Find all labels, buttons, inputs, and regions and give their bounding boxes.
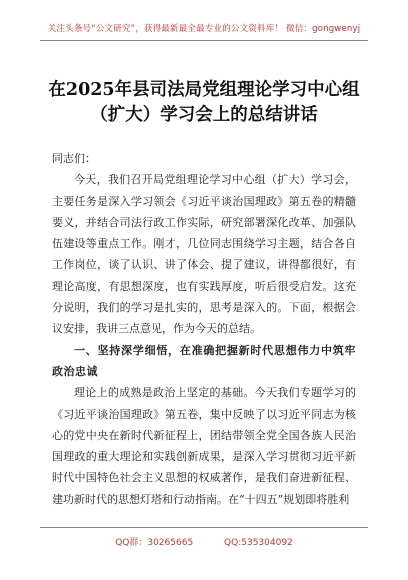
footer-divider <box>40 527 368 528</box>
title-line-1: 在2025年县司法局党组理论学习中心组 <box>48 80 360 100</box>
footer-qq: QQ:535304092 <box>224 538 293 548</box>
title-line-2: （扩大）学习会上的总结讲话 <box>90 105 318 125</box>
header-promo-note: 关注头条号“公文研究”，获得最新最全最专业的公文资料库！ 微信：gongwenyj <box>47 24 361 34</box>
footer-qq-group: QQ群：30265665 <box>115 538 194 548</box>
paragraph-intro: 今天，我们召开局党组理论学习中心组（扩大）学习会，主要任务是深入学习领会《习近平谈治国理政》第五卷的精髓要义，并结合司法行政工作实际，研究部署深化改革、加强队伍建设等重点工作。刚才，几位同志围绕学习主题，结合各自工作岗位，谈了认识、讲了体会、提了建议，讲得都很好，有理论高度，有思想深度，也有实践厚度，听后很受启发。这充分说明，我们的学习是扎实的，思考是深入的。下面，根据会议安排，我讲三点意见，作为今天的总结。 <box>52 173 356 336</box>
paragraph-section-1: 理论上的成熟是政治上坚定的基础。今天我们专题学习的《习近平谈治国理政》第五卷，集中反映了以习近平同志为核心的党中央在新时代新征程上，团结带领全党全国各族人民治国理政的重大理论和实践创新成果，是深入学习贯彻习近平新时代中国特色社会主义思想的权威著作，是我们奋进新征程、建功新时代的思想灯塔和行动指南。在“十四五”规划即将胜利 <box>52 386 356 506</box>
header-divider <box>40 40 368 41</box>
salutation: 同志们： <box>52 152 96 165</box>
section-heading-1: 一、坚持深学细悟，在准确把握新时代思想伟力中筑牢政治忠诚 <box>52 343 356 378</box>
footer-contact <box>0 535 408 548</box>
document-body <box>52 148 356 510</box>
document-title <box>30 78 378 128</box>
